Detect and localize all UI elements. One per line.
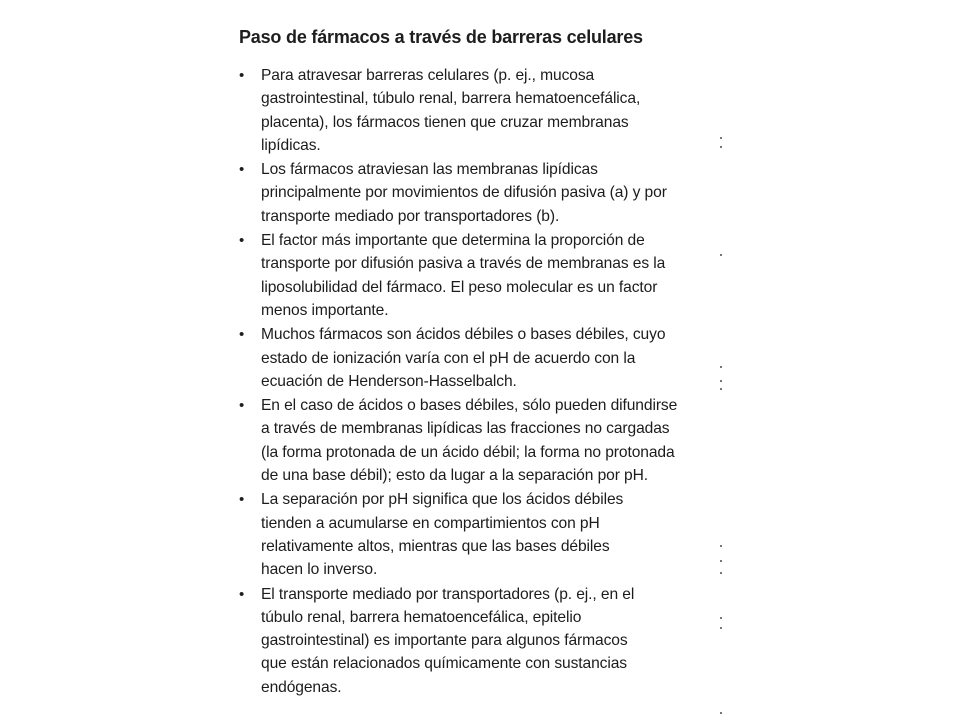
text-line: túbulo renal, barrera hematoencefálica, epitelio <box>261 608 582 626</box>
page-title: Paso de fármacos a través de barreras celulares <box>239 27 643 47</box>
list-item <box>236 394 716 487</box>
bullet-icon: • <box>239 491 245 509</box>
text-line: Los fármacos atraviesan las membranas lipídicas <box>261 161 598 179</box>
text-line: estado de ionización varía con el pH de acuerdo con la <box>261 349 636 367</box>
text-line: menos importante. <box>261 301 389 319</box>
scan-speck <box>720 617 722 619</box>
text-line: liposolubilidad del fármaco. El peso molecular es un factor <box>261 278 658 296</box>
text-line: de una base débil); esto da lugar a la separación por pH. <box>261 467 648 485</box>
list-item <box>236 229 716 322</box>
text-line: (la forma protonada de un ácido débil; la forma no protonada <box>261 443 675 461</box>
scan-speck <box>720 712 722 714</box>
text-line: principalmente por movimientos de difusión pasiva (a) y por <box>261 184 667 202</box>
scan-speck <box>720 388 722 390</box>
list-item <box>236 323 716 393</box>
text-line: tienden a acumularse en compartimientos con pH <box>261 514 600 532</box>
bullet-icon: • <box>239 585 245 603</box>
text-line: lipídicas. <box>261 136 321 154</box>
scan-speck <box>720 137 722 139</box>
scan-speck <box>720 560 722 562</box>
text-line: a través de membranas lipídicas las fracciones no cargadas <box>261 420 670 438</box>
list-item <box>236 158 716 228</box>
scan-speck <box>720 545 722 547</box>
scan-speck <box>720 572 722 574</box>
list-item <box>236 583 716 699</box>
list-item <box>236 488 716 581</box>
bullet-list <box>236 64 716 700</box>
bullet-icon: • <box>239 326 245 344</box>
text-line: gastrointestinal) es importante para algunos fármacos <box>261 632 628 650</box>
text-line: En el caso de ácidos o bases débiles, sólo pueden difundirse <box>261 397 678 415</box>
text-line: transporte mediado por transportadores (b). <box>261 207 560 225</box>
text-line: transporte por difusión pasiva a través de membranas es la <box>261 255 666 273</box>
text-line: hacen lo inverso. <box>261 561 378 579</box>
text-line: relativamente altos, mientras que las bases débiles <box>261 537 610 555</box>
scan-speck <box>720 380 722 382</box>
text-line: ecuación de Henderson-Hasselbalch. <box>261 372 517 390</box>
text-line: que están relacionados químicamente con sustancias <box>261 655 628 673</box>
scan-speck <box>720 627 722 629</box>
scan-speck <box>720 146 722 148</box>
scan-specks <box>718 0 724 720</box>
list-item <box>236 64 716 157</box>
bullet-icon: • <box>239 397 245 415</box>
text-line: placenta), los fármacos tienen que cruzar membranas <box>261 113 629 131</box>
bullet-icon: • <box>239 161 245 179</box>
text-line: Para atravesar barreras celulares (p. ej., mucosa <box>261 67 595 84</box>
bullet-icon: • <box>239 67 245 84</box>
text-line: endógenas. <box>261 678 342 696</box>
scan-speck <box>720 366 722 368</box>
text-line: Muchos fármacos son ácidos débiles o bases débiles, cuyo <box>261 326 666 344</box>
text-line: El factor más importante que determina la proporción de <box>261 232 645 250</box>
text-line: El transporte mediado por transportadores (p. ej., en el <box>261 585 635 603</box>
text-line: gastrointestinal, túbulo renal, barrera hematoencefálica, <box>261 90 641 108</box>
scan-speck <box>720 254 722 256</box>
bullet-icon: • <box>239 232 245 250</box>
text-line: La separación por pH significa que los ácidos débiles <box>261 491 624 509</box>
